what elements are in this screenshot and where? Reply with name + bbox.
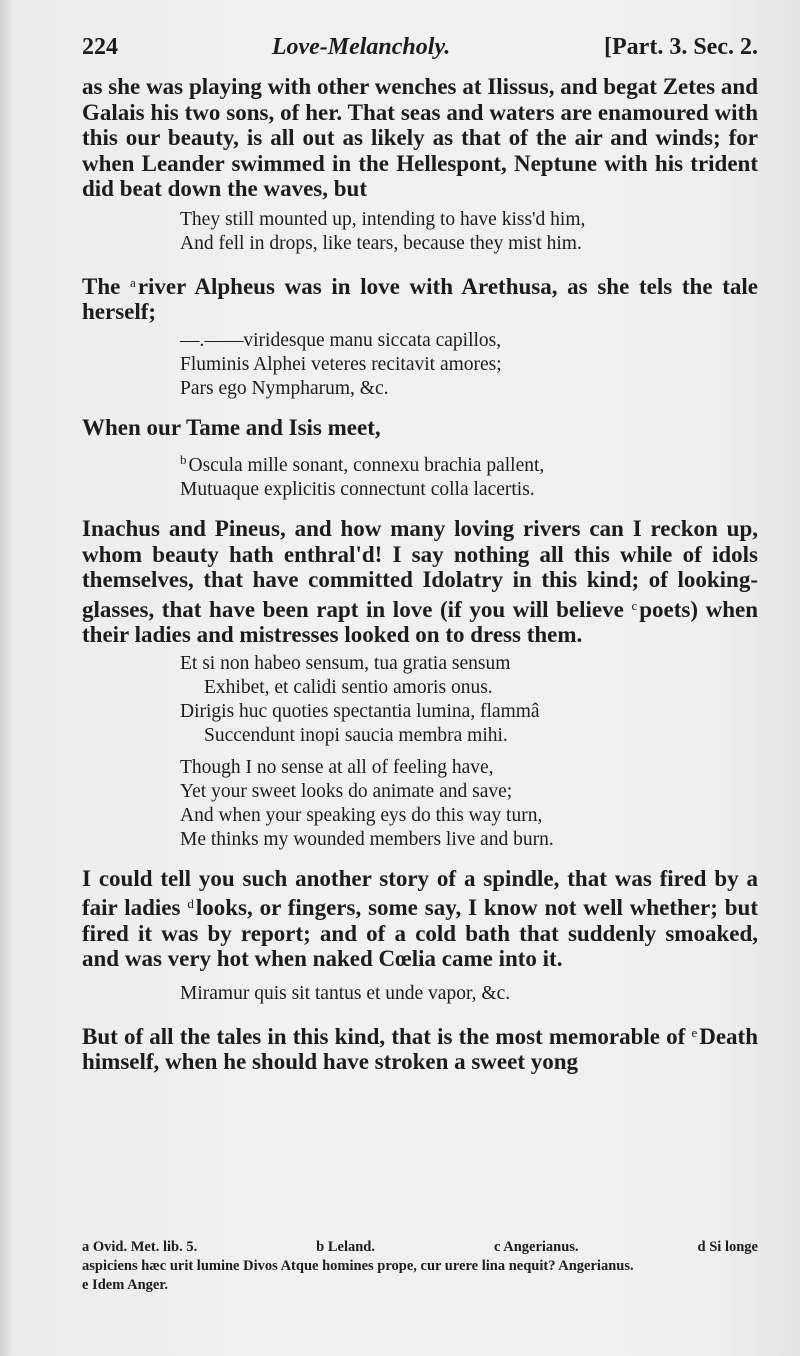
footnote-e: e Idem Anger.: [82, 1277, 169, 1293]
paragraph-3: When our Tame and Isis meet,: [82, 414, 381, 440]
running-header: [82, 34, 758, 74]
paragraph-5-text-a: I could tell you such another story of a spindle, that was fired by a fair ladies: [82, 865, 758, 920]
footnote-row: [82, 1238, 758, 1257]
verse-block-5: [180, 756, 758, 852]
verse-line: Et si non habeo sensum, tua gratia sensum: [180, 652, 511, 674]
running-title: Love-Melancholy.: [271, 34, 451, 60]
verse-line: Mutuaque explicitis connectunt colla lacertis.: [180, 479, 535, 500]
verse-line: Though I no sense at all of feeling have,: [180, 756, 494, 778]
footnote-d: d Si longe: [697, 1239, 758, 1255]
footnote-mark-c: c: [631, 597, 638, 613]
verse-line: Exhibet, et calidi sentio amoris onus.: [204, 676, 493, 698]
verse-line-text: Oscula mille sonant, connexu brachia pallent,: [188, 455, 545, 476]
verse-line: Fluminis Alphei veteres recitavit amores;: [180, 353, 502, 375]
paragraph-5: [82, 866, 758, 972]
paragraph-1: as she was playing with other wenches at Ilissus, and begat Zetes and Galais his two sons, of her. That seas and waters are enamoured with this our beauty, is all out as likely as that of the air and winds; for when Leander swimmed in the Hellespont, Neptune with his trident did beat down the waves, but: [82, 74, 758, 201]
footnote-a: a Ovid. Met. lib. 5.: [82, 1239, 198, 1255]
verse-block-2: [180, 329, 758, 401]
paragraph-5-text-b: looks, or fingers, some say, I know not well whether; but fired it was by report; and of a cold bath that suddenly smoaked, and was very hot when naked Cœlia came into it.: [82, 895, 758, 971]
paragraph-4-text-b: poets) when their ladies and mistresses looked on to dress them.: [82, 596, 758, 647]
verse-block-6: [180, 982, 758, 1006]
paragraph-4-text-a: Inachus and Pineus, and how many loving rivers can I reckon up, whom beauty hath enthral'd! I say nothing all this while of idols themselves, that have committed Idolatry in this kind; of looking-glasses, that have been rapt in love (if you will believe: [82, 516, 758, 622]
paragraph-6-text-a: But of all the tales in this kind, that is the most memorable of: [82, 1023, 686, 1049]
paragraph-2: [82, 270, 758, 325]
verse-line: Succendunt inopi saucia membra mihi.: [204, 724, 508, 746]
paragraph-4: [82, 516, 758, 648]
page-number: 224: [82, 34, 118, 60]
verse-line: Miramur quis sit tantus et unde vapor, &c.: [180, 982, 511, 1004]
paragraph-2-start: The: [82, 273, 121, 299]
verse-line: Dirigis huc quoties spectantia lumina, flammâ: [180, 700, 540, 722]
footnote-mark-e: e: [691, 1024, 698, 1040]
footnote-mark-a: a: [130, 274, 136, 290]
footnote-mark-b: b: [180, 452, 187, 467]
paragraph-6: [82, 1020, 758, 1075]
verse-line: Me thinks my wounded members live and burn.: [180, 828, 554, 850]
verse-line: They still mounted up, intending to have kiss'd him,: [180, 208, 586, 230]
verse-line: —.——viridesque manu siccata capillos,: [180, 329, 502, 351]
footnotes: [82, 1238, 758, 1295]
verse-line: [180, 448, 758, 478]
paragraph-6-text-b: Death himself, when he should have stroken a sweet yong: [82, 1023, 758, 1074]
footnote-b: b Leland.: [316, 1239, 376, 1255]
footnote-mark-d: d: [187, 896, 194, 911]
verse-line: And when your speaking eys do this way turn,: [180, 804, 543, 826]
verse-line: Pars ego Nympharum, &c.: [180, 377, 389, 399]
verse-line: And fell in drops, like tears, because they mist him.: [180, 232, 582, 254]
footnote-d-continued: aspiciens hæc urit lumine Divos Atque homines prope, cur urere lina nequit? Angerianus.: [82, 1258, 634, 1274]
verse-block-4: [180, 652, 758, 748]
footnote-c: c Angerianus.: [493, 1239, 579, 1255]
verse-block-1: [180, 208, 758, 256]
paragraph-2-text: river Alpheus was in love with Arethusa, as she tels the tale herself;: [82, 273, 759, 324]
verse-line: Yet your sweet looks do animate and save;: [180, 780, 513, 802]
part-section: [Part. 3. Sec. 2.: [604, 34, 758, 60]
verse-block-3: [180, 448, 758, 502]
